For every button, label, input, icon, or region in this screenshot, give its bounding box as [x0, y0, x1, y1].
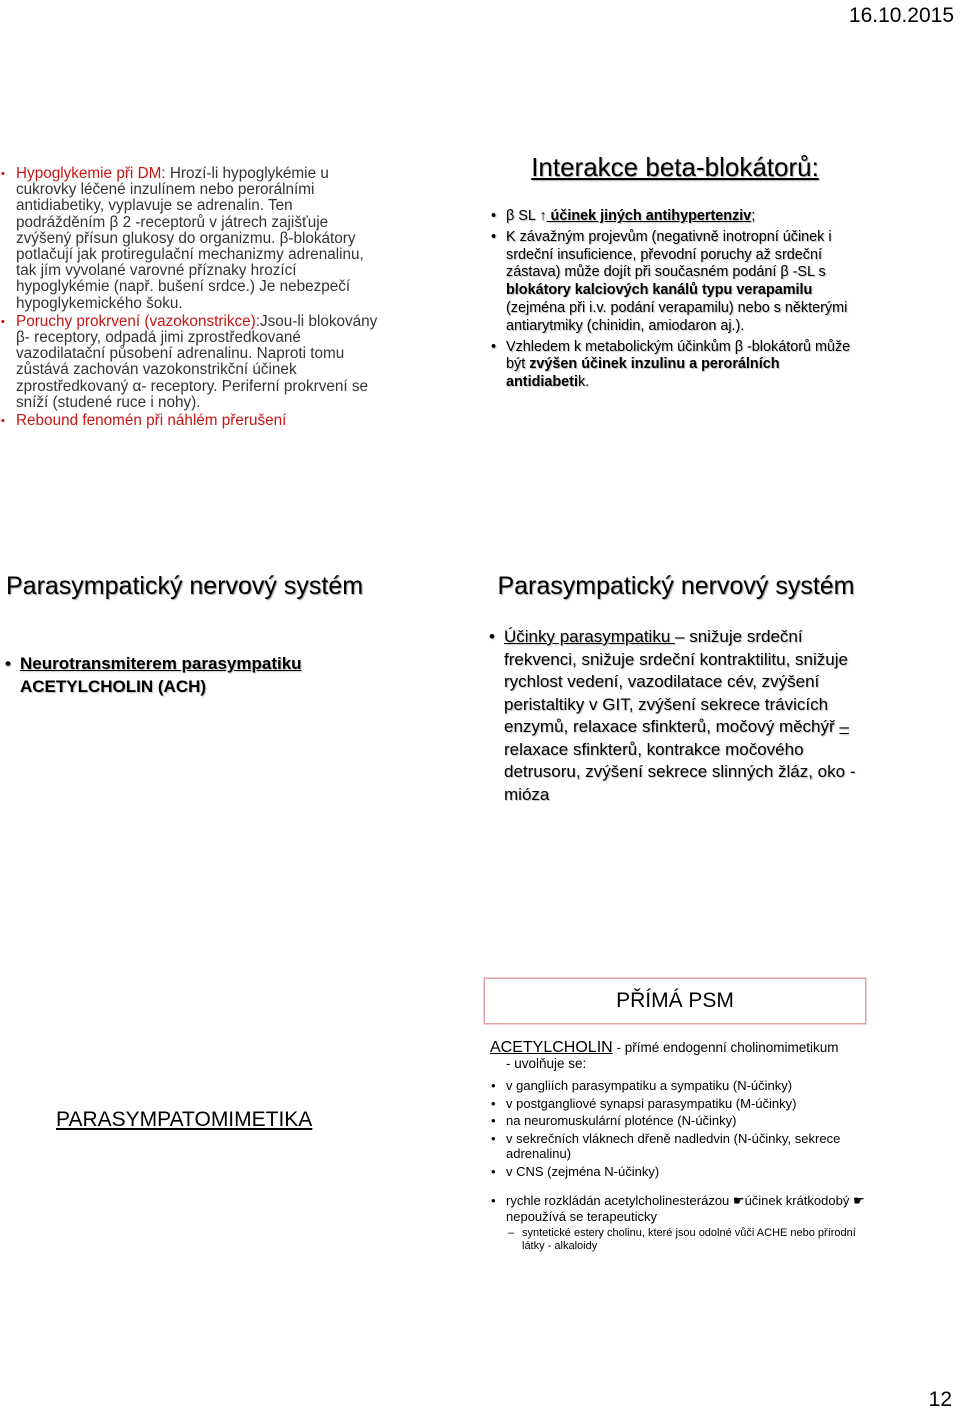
list-item [490, 339, 862, 392]
bullet-text: Jsou-li blokovány β- receptory, odpadá jimi zprostředkované vazodilatační působení adrenalinu. Naproti tomu zůstává zachován vazokonstrikční účinek zprostředkovaný α- receptory. Periferní prokrvení se sníží (studené ruce i nohy). [16, 312, 378, 411]
list-item [490, 208, 862, 226]
list-item [0, 166, 380, 312]
list-item [488, 626, 868, 806]
bullet-emphasis: zvýšen účinek inzulinu a perorálních antidiabeti [506, 356, 780, 391]
bullet-heading: Poruchy prokrvení (vazokonstrikce): [16, 312, 260, 330]
pointing-hand-icon: ☛ [732, 1193, 745, 1208]
bullet-text: K závažným projevům (negativně inotropní účinek i srdeční insuficience, převodní poruchy až srdeční zástava) může dojít při současném podání β -SL s [506, 228, 832, 281]
slide5-title: PARASYMPATOMIMETIKA [56, 1108, 313, 1131]
heading-text: - přímé endogenní cholinomimetikum [612, 1040, 839, 1055]
slide2-bullet-list [490, 208, 862, 395]
slide6-heading [490, 1040, 870, 1071]
slide6-bullet-list [490, 1078, 870, 1254]
bullet-emphasis: Účinky parasympatiku [504, 627, 676, 646]
bullet-text: ACETYLCHOLIN (ACH) [20, 677, 207, 696]
bullet-text: β SL [506, 208, 540, 224]
bullet-heading: Hypoglykemie při DM: [16, 165, 166, 182]
slide4-bullet-list [488, 626, 868, 806]
list-item [0, 413, 380, 429]
list-item [490, 1193, 870, 1252]
list-item: • v postgangliové synapsi parasympatiku (M-účinky) [490, 1096, 870, 1112]
bullet-text: (zejména při i.v. podání verapamilu) nebo s některými antiarytmiky (chinidin, amiodaron aj.). [506, 299, 848, 334]
sub-list [506, 1227, 870, 1252]
page-number: 12 [928, 1388, 952, 1411]
heading-subtext: - uvolňuje se: [506, 1055, 587, 1071]
bullet-emphasis: blokátory kalciových kanálů typu verapamilu [506, 282, 813, 299]
bullet-text: relaxace sfinkterů, kontrakce močového detrusoru, zvýšení sekrece slinných žláz, oko - mióza [504, 739, 856, 804]
slide1-bullet-list [0, 166, 380, 431]
list-item [490, 229, 862, 336]
bullet-text: – snižuje srdeční frekvenci, snižuje srdeční kontraktilitu, snižuje rychlost vedení, vazodilatace cév, zvýšení peristaltiky v GIT, zvýšení sekrece trávicích enzymů, relaxace sfinkterů, močový měchýř [504, 627, 848, 736]
bullet-text: účinek krátkodobý [744, 1193, 853, 1208]
bullet-text: k. [577, 374, 590, 391]
bullet-emphasis: Neurotransmiterem parasympatiku [20, 654, 302, 673]
slide3-bullet-list [4, 652, 384, 698]
header-date: 16.10.2015 [848, 4, 954, 27]
list-item: • v CNS (zejména N-účinky) [490, 1164, 870, 1180]
arrow-up-icon: ↑ [539, 208, 547, 224]
list-item [0, 314, 380, 411]
sub-list-item: – syntetické estery cholinu, které jsou odolné vůči ACHE nebo přírodní látky - alkaloidy [506, 1227, 870, 1252]
bullet-text: ; [751, 208, 756, 224]
bullet-text: Vzhledem k metabolickým účinkům β -blokátorů může být [506, 338, 851, 373]
list-item: • v sekrečních vláknech dřeně nadledvin (N-účinky, sekrece adrenalinu) [490, 1131, 870, 1162]
list-item: • na neuromuskulární ploténce (N-účinky) [490, 1113, 870, 1129]
pointing-hand-icon: ☛ [852, 1193, 865, 1208]
bullet-text: nepoužívá se terapeuticky [506, 1208, 658, 1224]
bullet-emphasis: účinek jiných antihypertenziv [546, 208, 752, 224]
slide6-title-box: PŘÍMÁ PSM [484, 978, 866, 1024]
list-item: • v gangliích parasympatiku a sympatiku (N-účinky) [490, 1078, 870, 1094]
bullet-text: Rebound fenomén při náhlém přerušení [16, 412, 287, 430]
bullet-text: rychle rozkládán acetylcholinesterázou [506, 1193, 733, 1208]
list-item [4, 652, 384, 698]
slide4-title: Parasympatický nervový systém [497, 572, 855, 600]
slide2-title: Interakce beta-blokátorů: [531, 152, 819, 182]
bullet-emphasis: – [839, 717, 849, 736]
bullet-text: Hrozí-li hypoglykémie u cukrovky léčené inzulínem nebo perorálními antidiabetiky, vyplavuje se adrenalin. Ten podrážděním β 2 -receptorů v játrech zajišťuje zvýšený přísun glukosy do organizmu. β-blokátory potlačují jak protiregulační mechanizmy adrenalinu, tak jím vyvolané varovné příznaky hrozící hypoglykémie (např. bušení srdce.) Je nebezpečí hypoglykemického šoku. [16, 165, 364, 312]
slide3-title: Parasympatický nervový systém [6, 572, 364, 600]
heading-term: ACETYLCHOLIN [490, 1039, 613, 1056]
